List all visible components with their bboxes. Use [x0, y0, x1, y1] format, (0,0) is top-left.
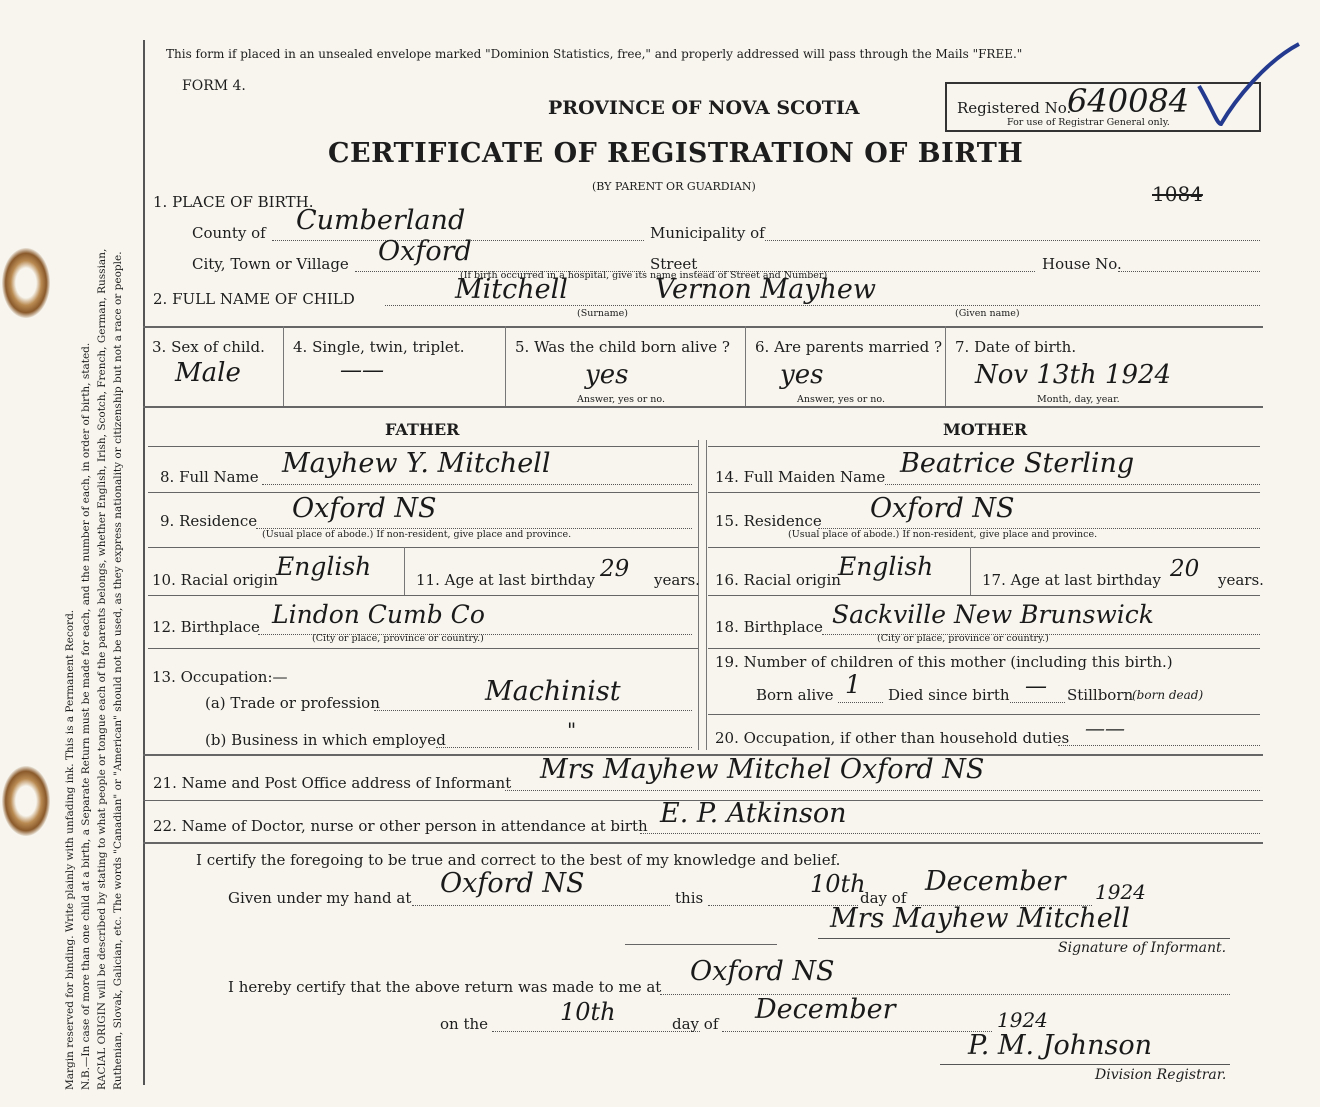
children-label: 19. Number of children of this mother (including this birth.)	[715, 653, 1173, 671]
mother-birth-note: (City or place, province or country.)	[877, 633, 1049, 644]
date-label: 7. Date of birth.	[955, 338, 1077, 356]
born-alive-value: 1	[845, 670, 861, 699]
father-birth-label: 12. Birthplace	[152, 618, 260, 636]
informant-signature: Mrs Mayhew Mitchell	[830, 903, 1130, 934]
file-number: 1084	[1152, 182, 1203, 206]
mother-birth-value: Sackville New Brunswick	[832, 600, 1154, 629]
county-value: Cumberland	[296, 205, 466, 236]
twin-value: ——	[340, 358, 384, 383]
father-age-value: 29	[600, 556, 630, 582]
mother-years: years.	[1218, 571, 1264, 589]
this-label: this	[675, 889, 704, 907]
father-race-value: English	[276, 552, 372, 581]
given-day: 10th	[810, 870, 866, 898]
business-value: "	[567, 718, 577, 742]
surname-note: (Surname)	[577, 308, 628, 319]
date-value: Nov 13th 1924	[975, 360, 1172, 390]
mother-name-label: 14. Full Maiden Name	[715, 468, 886, 486]
stillborn-label: Stillborn	[1067, 686, 1134, 704]
margin-note-4: Ruthenian, Slovak, Galician, etc. The words "Canadian" or "American" should not be used, as they express nationality or citizenship but not a race or people.	[112, 251, 124, 1090]
city-value: Oxford	[378, 236, 472, 267]
business-label: (b) Business in which employed	[205, 731, 446, 749]
place-heading: 1. PLACE OF BIRTH.	[153, 193, 314, 211]
check-mark-icon	[1195, 40, 1305, 130]
father-birth-note: (City or place, province or country.)	[312, 633, 484, 644]
mother-res-note: (Usual place of abode.) If non-resident, give place and province.	[788, 529, 1098, 540]
alive-value: yes	[585, 360, 629, 390]
registered-label: Registered No.	[957, 99, 1072, 117]
county-label: County of	[192, 224, 266, 242]
child-surname: Mitchell	[455, 274, 568, 305]
died-value: —	[1025, 674, 1047, 699]
margin-rule	[143, 40, 145, 1085]
mother-age-value: 20	[1170, 556, 1200, 582]
return-label: I hereby certify that the above return was made to me at	[228, 978, 662, 996]
page-title: CERTIFICATE OF REGISTRATION OF BIRTH	[328, 138, 1024, 169]
doctor-label: 22. Name of Doctor, nurse or other person in attendance at birth	[153, 817, 648, 835]
house-label: House No.	[1042, 255, 1122, 273]
form-number: FORM 4.	[182, 78, 246, 94]
registered-number: 640084	[1067, 82, 1190, 120]
registrar-note: For use of Registrar General only.	[1007, 117, 1170, 128]
return-month: December	[755, 994, 896, 1025]
return-day: 10th	[560, 998, 616, 1026]
informant-value: Mrs Mayhew Mitchel Oxford NS	[540, 754, 985, 785]
return-year: 1924	[997, 1008, 1048, 1032]
margin-note-2: N.B.—In case of more than one child at a birth, a Separate Return must be made for each, and the number of each, in order of birth, stated.	[80, 342, 92, 1090]
mother-res-value: Oxford NS	[870, 493, 1015, 524]
street-label: Street	[650, 255, 698, 273]
given-note: (Given name)	[955, 308, 1020, 319]
registrar-signature: P. M. Johnson	[968, 1030, 1153, 1061]
given-place: Oxford NS	[440, 868, 585, 899]
father-res-value: Oxford NS	[292, 493, 437, 524]
father-birth-value: Lindon Cumb Co	[272, 600, 485, 629]
married-label: 6. Are parents married ?	[755, 338, 943, 356]
trade-label: (a) Trade or profession	[205, 694, 380, 712]
page-subtitle: (BY PARENT OR GUARDIAN)	[592, 180, 756, 193]
alive-note: Answer, yes or no.	[577, 394, 666, 405]
doctor-value: E. P. Atkinson	[660, 798, 847, 829]
registrar-label: Division Registrar.	[1095, 1067, 1227, 1083]
date-note: Month, day, year.	[1037, 394, 1120, 405]
father-race-label: 10. Racial origin	[152, 571, 278, 589]
stillborn-note: (born dead)	[1132, 688, 1204, 702]
died-label: Died since birth	[888, 686, 1010, 704]
on-the-label: on the	[440, 1015, 489, 1033]
margin-note-1: Margin reserved for binding. Write plainly with unfading ink. This is a Permanent Record.	[64, 609, 76, 1090]
father-years: years.	[654, 571, 700, 589]
child-given-name: Vernon Mayhew	[655, 274, 876, 305]
margin-notes	[62, 40, 126, 1090]
day-of-label: day of	[860, 889, 907, 907]
municipality-label: Municipality of	[650, 224, 765, 242]
given-label: Given under my hand at	[228, 889, 412, 907]
mail-notice: This form if placed in an unsealed envelope marked "Dominion Statistics, free," and properly addressed will pass through the Mails "FREE."	[166, 47, 1023, 61]
married-value: yes	[780, 360, 824, 390]
given-month: December	[925, 866, 1066, 897]
mother-occ-value: ——	[1085, 716, 1125, 740]
binding-hole-top	[2, 248, 50, 318]
trade-value: Machinist	[485, 676, 621, 707]
mother-res-label: 15. Residence	[715, 512, 822, 530]
mother-heading: MOTHER	[943, 420, 1028, 439]
father-res-label: 9. Residence	[160, 512, 258, 530]
occupation-label: 13. Occupation:—	[152, 668, 288, 686]
twin-label: 4. Single, twin, triplet.	[293, 338, 465, 356]
binding-hole-bottom	[2, 766, 50, 836]
mother-name-value: Beatrice Sterling	[900, 448, 1135, 479]
signature-label: Signature of Informant.	[1058, 940, 1227, 956]
alive-label: 5. Was the child born alive ?	[515, 338, 730, 356]
married-note: Answer, yes or no.	[797, 394, 886, 405]
day-of-label-2: day of	[672, 1015, 719, 1033]
hospital-note: (If birth occurred in a hospital, give its name instead of Street and Number)	[460, 270, 828, 281]
mother-age-label: 17. Age at last birthday	[982, 571, 1161, 589]
sex-value: Male	[175, 358, 241, 388]
father-age-label: 11. Age at last birthday	[416, 571, 595, 589]
father-res-note: (Usual place of abode.) If non-resident, give place and province.	[262, 529, 572, 540]
city-label: City, Town or Village	[192, 255, 349, 273]
margin-note-3: RACIAL ORIGIN will be described by stating to what people or tongue each of the parents belongs, whether English, Irish, Scotch, French, German, Russian,	[96, 248, 108, 1090]
father-name-value: Mayhew Y. Mitchell	[282, 448, 551, 479]
cert-statement: I certify the foregoing to be true and correct to the best of my knowledge and belief.	[196, 851, 841, 869]
return-place: Oxford NS	[690, 956, 835, 987]
father-heading: FATHER	[385, 420, 460, 439]
father-name-label: 8. Full Name	[160, 468, 259, 486]
province-heading: PROVINCE OF NOVA SCOTIA	[548, 97, 860, 119]
child-name-label: 2. FULL NAME OF CHILD	[153, 290, 355, 308]
mother-occ-label: 20. Occupation, if other than household duties	[715, 729, 1070, 747]
mother-race-label: 16. Racial origin	[715, 571, 841, 589]
sex-label: 3. Sex of child.	[152, 338, 265, 356]
informant-label: 21. Name and Post Office address of Informant	[153, 774, 512, 792]
given-year: 1924	[1095, 880, 1146, 904]
mother-race-value: English	[838, 552, 934, 581]
born-alive-label: Born alive	[756, 686, 834, 704]
mother-birth-label: 18. Birthplace	[715, 618, 823, 636]
